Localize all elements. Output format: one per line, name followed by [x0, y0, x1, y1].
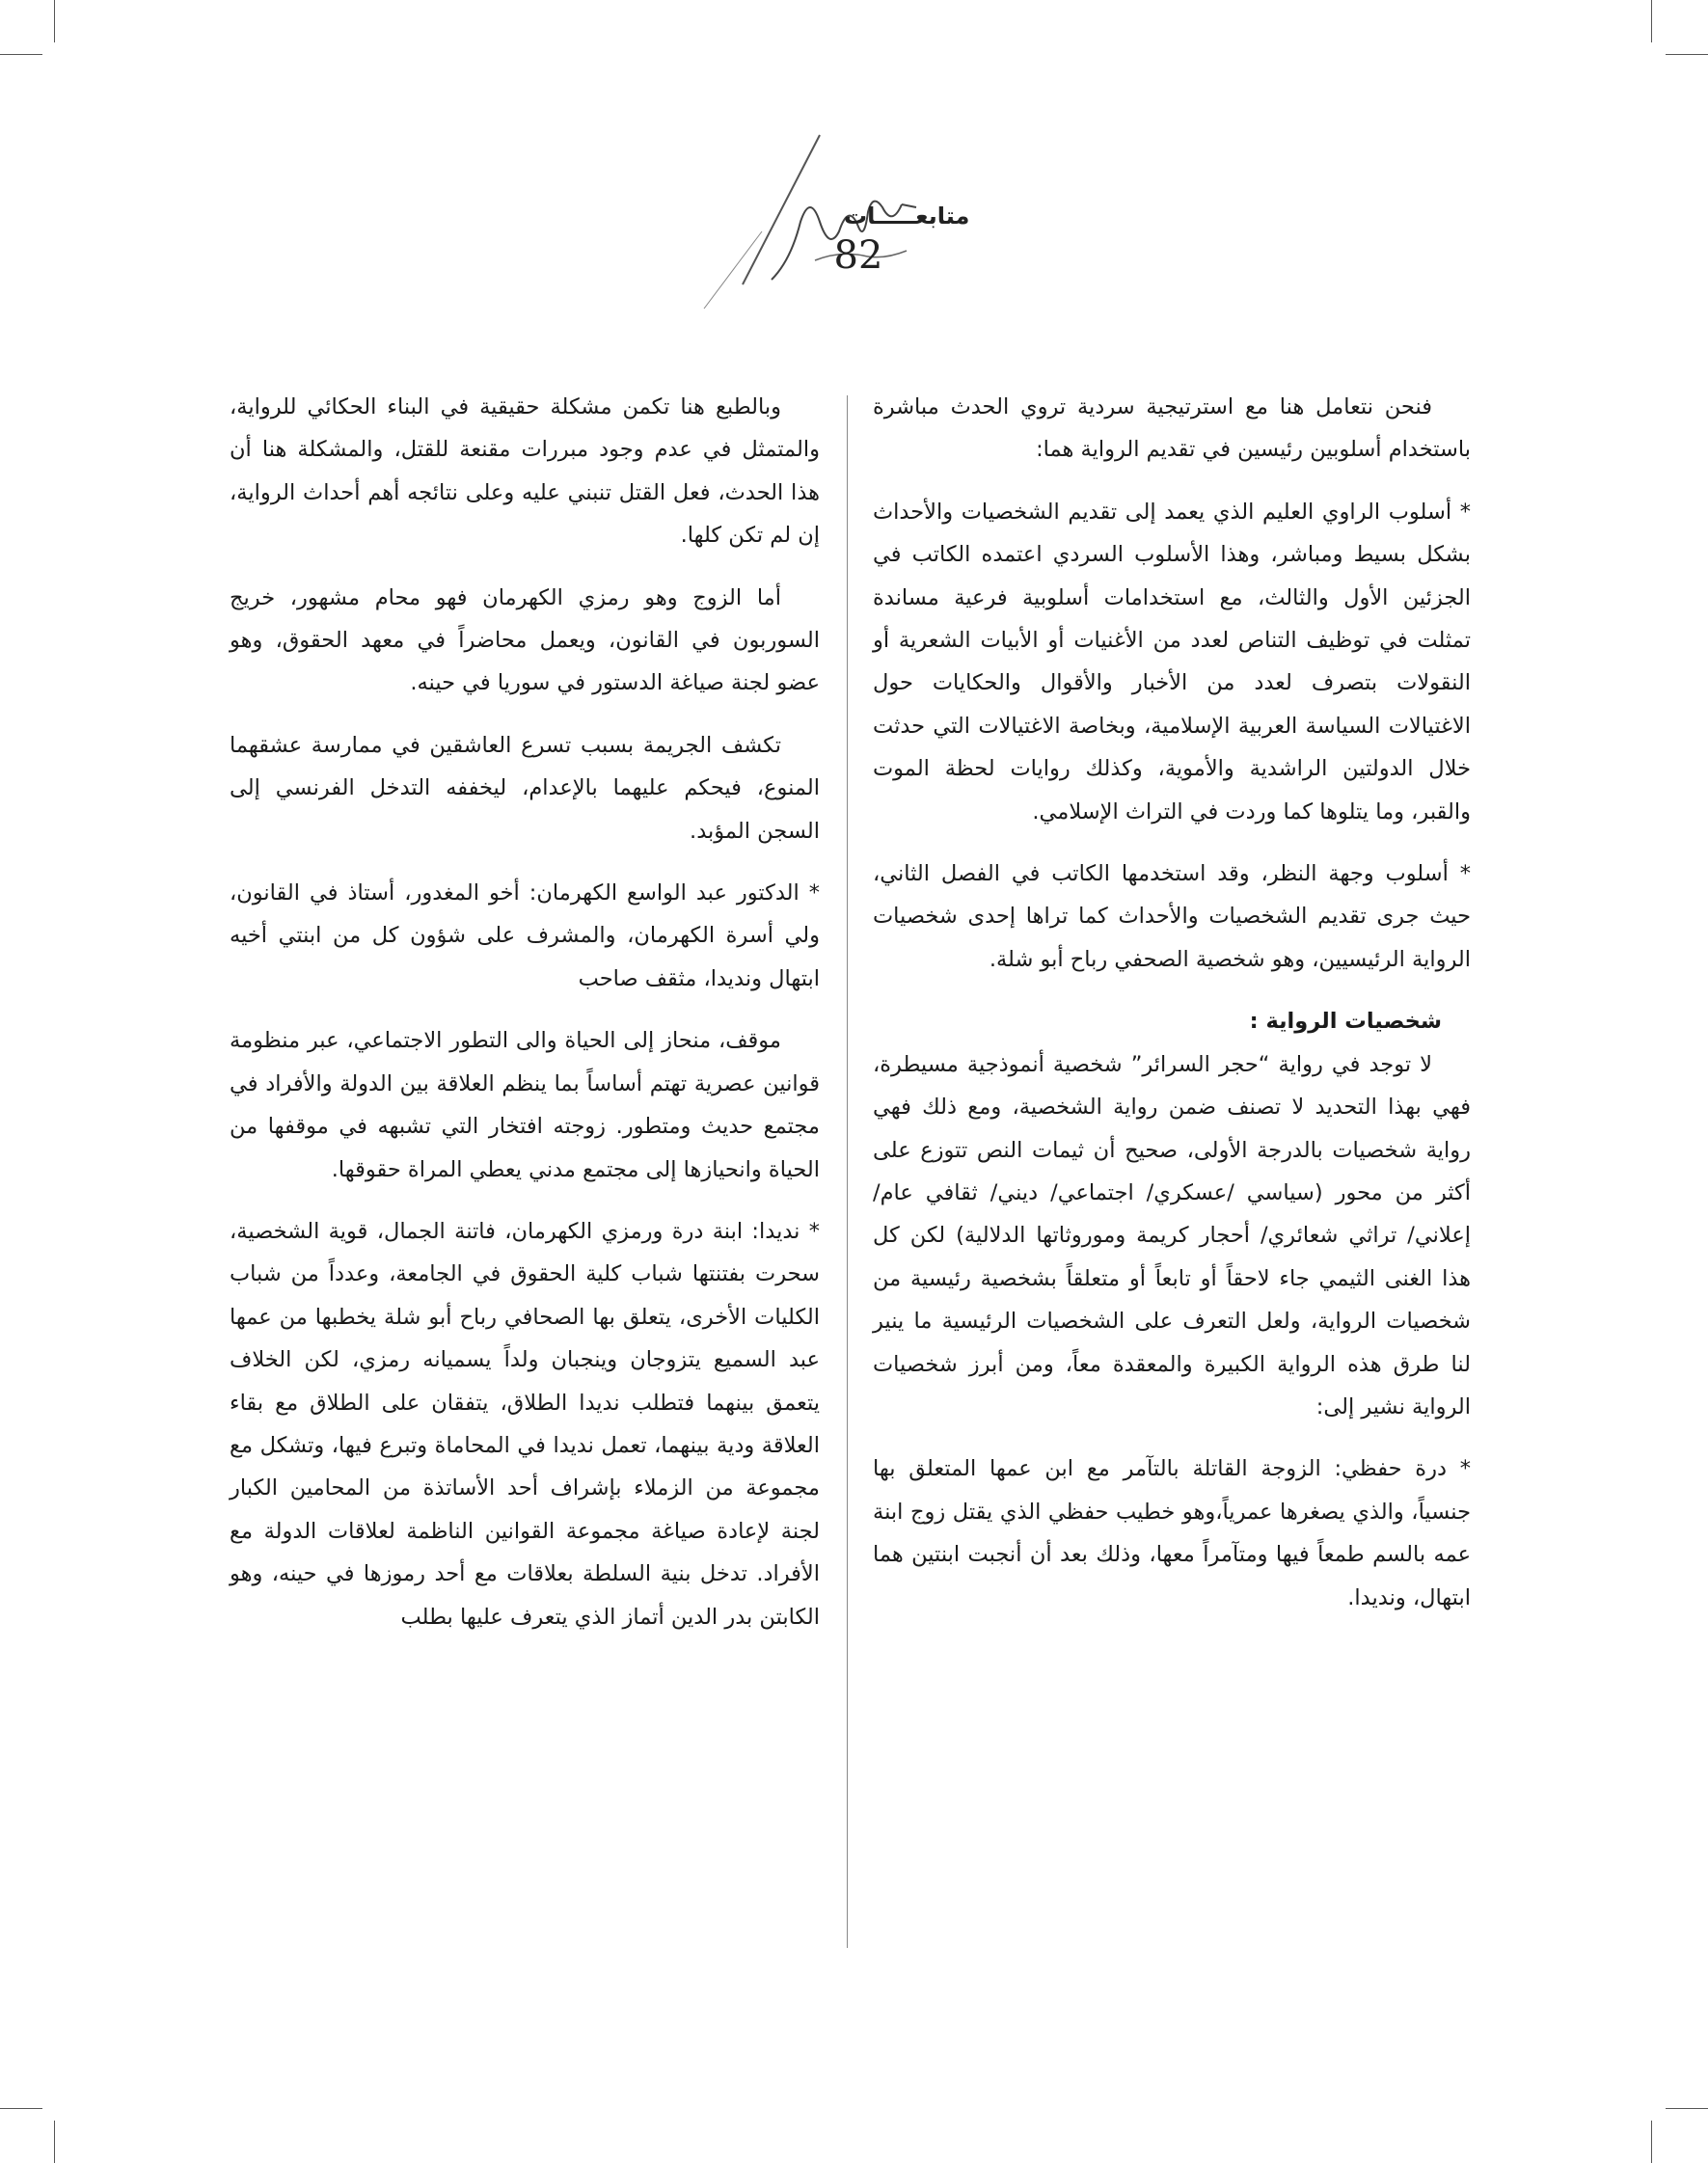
paragraph: تكشف الجريمة بسبب تسرع العاشقين في ممارسة عشقهما المنوع، فيحكم عليهما بالإعدام، ليخففه التدخل الفرنسي إلى السجن المؤبد.: [230, 732, 820, 844]
paragraph: وبالطبع هنا تكمن مشكلة حقيقية في البناء الحكائي للرواية، والمتمثل في عدم وجود مبررات مقنعة للقتل، والمشكلة هنا أن هذا الحدث، فعل القتل تنبني عليه وعلى نتائجه أهم أحداث الرواية، إن لم تكن كلها.: [230, 394, 820, 549]
left-column: [230, 386, 820, 1658]
paragraph: أما الزوج وهو رمزي الكهرمان فهو محام مشهور، خريج السوربون في القانون، ويعمل محاضراً في معهد الحقوق، وهو عضو لجنة صياغة الدستور في سوريا في حينه.: [230, 584, 820, 696]
paragraph: لا توجد في رواية “حجر السرائر” شخصية أنموذجية مسيطرة، فهي بهذا التحديد لا تصنف ضمن رواية الشخصية، ومع ذلك فهي رواية شخصيات بالدرجة الأولى، صحيح أن ثيمات النص تتوزع على أكثر من محور (سياسي /عسكري/ اجتماعي/ ديني/ ثقافي عام/ إعلاني/ تراثي شعائري/ أحجار كريمة وموروثاتها الدلالية) لكن كل هذا الغنى الثيمي جاء لاحقاً أو تابعاً أو متعلقاً بشخصية رئيسية من شخصيات الرواية، ولعل التعرف على الشخصيات الرئيسية ما ينير لنا طرق هذه الرواية الكبيرة والمعقدة معاً، ومن أبرز شخصيات الرواية نشير إلى:: [873, 1051, 1471, 1419]
section-subheading: شخصيات الرواية :: [1249, 1009, 1442, 1035]
paragraph: * نديدا: ابنة درة ورمزي الكهرمان، فاتنة الجمال، قوية الشخصية، سحرت بفتنتها شباب كلية الحقوق في الجامعة، وعدداً من شباب الكليات الأخرى، يتعلق بها الصحافي رباح أبو شلة يخطبها من عمها عبد السميع يتزوجان وينجبان ولداً يسميانه رمزي، لكن الخلاف يتعمق بينهما فتطلب نديدا الطلاق، يتفقان على الطلاق مع بقاء العلاقة ودية بينهما، تعمل نديدا في المحاماة وتبرع فيها، وتشكل مع مجموعة من الزملاء بإشراف أحد الأساتذة من المحامين الكبار لجنة لإعادة صياغة مجموعة القوانين الناظمة لعلاقات الدولة مع الأفراد. تدخل بنية السلطة بعلاقات مع أحد رموزها في حينه، وهو الكابتن بدر الدين أتماز الذي يتعرف عليها بطلب: [230, 1218, 820, 1630]
paragraph: * درة حفظي: الزوجة القاتلة بالتآمر مع ابن عمها المتعلق بها جنسياً، والذي يصغرها عمرياً،وهو خطيب حفظي الذي يقتل زوج ابنة عمه بالسم طمعاً فيها ومتآمراً معها، وذلك بعد أن أنجبت ابنتين هما ابتهال، ونديدا.: [873, 1456, 1471, 1610]
crop-mark: [1666, 2108, 1708, 2109]
crop-mark: [1666, 54, 1708, 55]
paragraph: فنحن نتعامل هنا مع استرتيجية سردية تروي الحدث مباشرة باستخدام أسلوبين رئيسين في تقديم الرواية هما:: [873, 394, 1471, 463]
page-number: 82: [833, 233, 883, 278]
paragraph: * الدكتور عبد الواسع الكهرمان: أخو المغدور، أستاذ في القانون، ولي أسرة الكهرمان، والمشرف على شؤون كل من ابنتي أخيه ابتهال ونديدا، مثقف صاحب: [230, 880, 820, 991]
column-divider: [847, 395, 848, 1948]
paragraph: موقف، منحاز إلى الحياة والى التطور الاجتماعي، عبر منظومة قوانين عصرية تهتم أساساً بما ينظم العلاقة بين الدولة والأفراد في مجتمع حديث ومتطور. زوجته افتخار التي تشبهه في موقفها من الحياة وانحيازها إلى مجتمع مدني يعطي المراة حقوقها.: [230, 1028, 820, 1182]
crop-mark: [1651, 2121, 1652, 2163]
crop-mark: [54, 2121, 55, 2163]
page-header: [675, 116, 1042, 309]
crop-mark: [54, 0, 55, 42]
crop-mark: [0, 2108, 42, 2109]
paragraph: * أسلوب وجهة النظر، وقد استخدمها الكاتب في الفصل الثاني، حيث جرى تقديم الشخصيات والأحداث كما تراها إحدى شخصيات الرواية الرئيسيين، وهو شخصية الصحفي رباح أبو شلة.: [873, 861, 1471, 972]
right-column: [873, 386, 1471, 1638]
section-label: متابعـــــات: [844, 203, 970, 230]
crop-mark: [1651, 0, 1652, 42]
crop-mark: [0, 54, 42, 55]
paragraph: * أسلوب الراوي العليم الذي يعمد إلى تقديم الشخصيات والأحداث بشكل بسيط ومباشر، وهذا الأسلوب السردي اعتمده الكاتب في الجزئين الأول والثالث، مع استخدامات أسلوبية فرعية مساندة تمثلت في توظيف التناص لعدد من الأغنيات أو الأبيات الشعرية أو النقولات بتصرف لعدد من الأخبار والأقوال والحكايات حول الاغتيالات السياسة العربية الإسلامية، وبخاصة الاغتيالات التي حدثت خلال الدولتين الراشدية والأموية، وكذلك روايات لحظة الموت والقبر، وما يتلوها كما وردت في التراث الإسلامي.: [873, 499, 1471, 825]
